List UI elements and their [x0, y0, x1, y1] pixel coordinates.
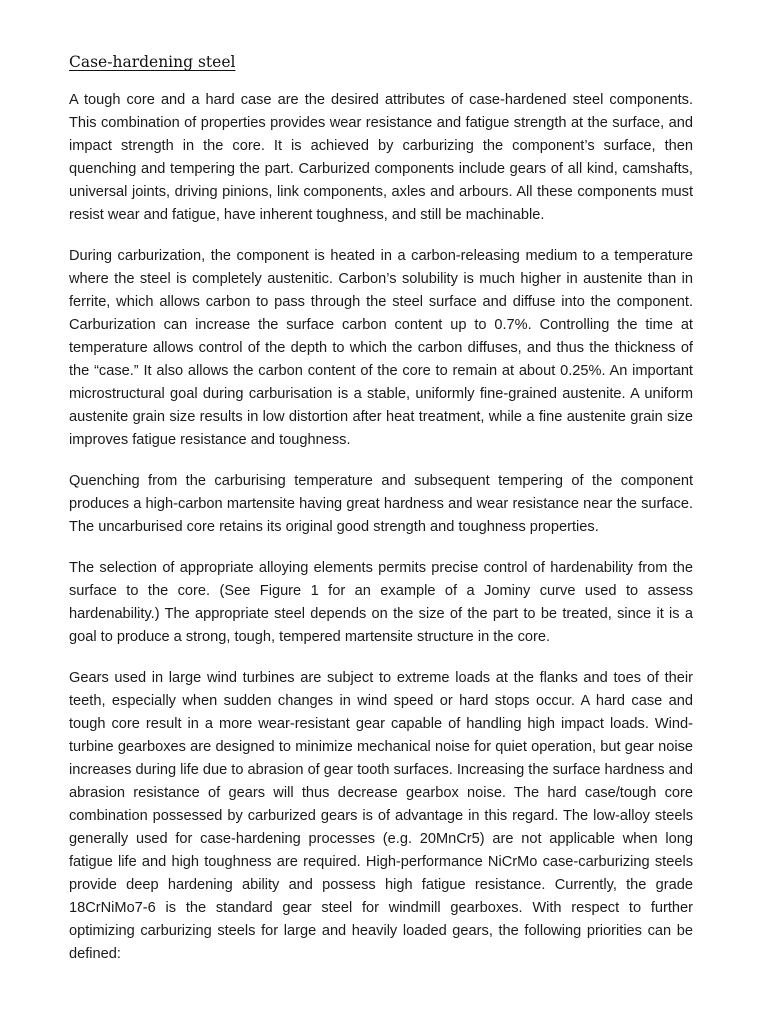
paragraph-quenching: Quenching from the carburising temperature and subsequent tempering of the component produces a high-carbon martensite having great hardness and wear resistance near the surface. The uncarburised core retains its original good strength and toughness properties. [69, 473, 693, 535]
document-body [69, 89, 693, 984]
paragraph-carburization: During carburization, the component is heated in a carbon-releasing medium to a temperature where the steel is completely austenitic. Carbon’s solubility is much higher in austenite than in ferrite, which allows carbon to pass through the steel surface and diffuse into the component. Carburization can increase the surface carbon content up to 0.7%. Controlling the time at temperature allows control of the depth to which the carbon diffuses, and thus the thickness of the “case.” It also allows the carbon content of the core to remain at about 0.25%. An important microstructural goal during carburisation is a stable, uniformly fine-grained austenite. A uniform austenite grain size results in low distortion after heat treatment, while a fine austenite grain size improves fatigue resistance and toughness. [69, 248, 693, 448]
paragraph-wind-turbine-gears: Gears used in large wind turbines are subject to extreme loads at the flanks and toes of their teeth, especially when sudden changes in wind speed or hard stops occur. A hard case and tough core result in a more wear-resistant gear capable of handling high impact loads. Wind-turbine gearboxes are designed to minimize mechanical noise for quiet operation, but gear noise increases during life due to abrasion of gear tooth surfaces. Increasing the surface hardness and abrasion resistance of gears will thus decrease gearbox noise. The hard case/tough core combination possessed by carburized gears is of advantage in this regard. The low-alloy steels generally used for case-hardening processes (e.g. 20MnCr5) are not applicable when long fatigue life and high toughness are required. High-performance NiCrMo case-carburizing steels provide deep hardening ability and possess high fatigue resistance. Currently, the grade 18CrNiMo7-6 is the standard gear steel for windmill gearboxes. With respect to further optimizing carburizing steels for large and heavily loaded gears, the following priorities can be defined: [69, 670, 693, 962]
paragraph-intro: A tough core and a hard case are the desired attributes of case-hardened steel components. This combination of properties provides wear resistance and fatigue strength at the surface, and impact strength in the core. It is achieved by carburizing the component’s surface, then quenching and tempering the part. Carburized components include gears of all kind, camshafts, universal joints, driving pinions, link components, axles and arbours. All these components must resist wear and fatigue, have inherent toughness, and still be machinable. [69, 92, 693, 223]
page-title: Case-hardening steel [69, 53, 236, 71]
paragraph-alloying: The selection of appropriate alloying elements permits precise control of hardenability from the surface to the core. (See Figure 1 for an example of a Jominy curve used to assess hardenability.) The appropriate steel depends on the size of the part to be treated, since it is a goal to produce a strong, tough, tempered martensite structure in the core. [69, 560, 693, 645]
